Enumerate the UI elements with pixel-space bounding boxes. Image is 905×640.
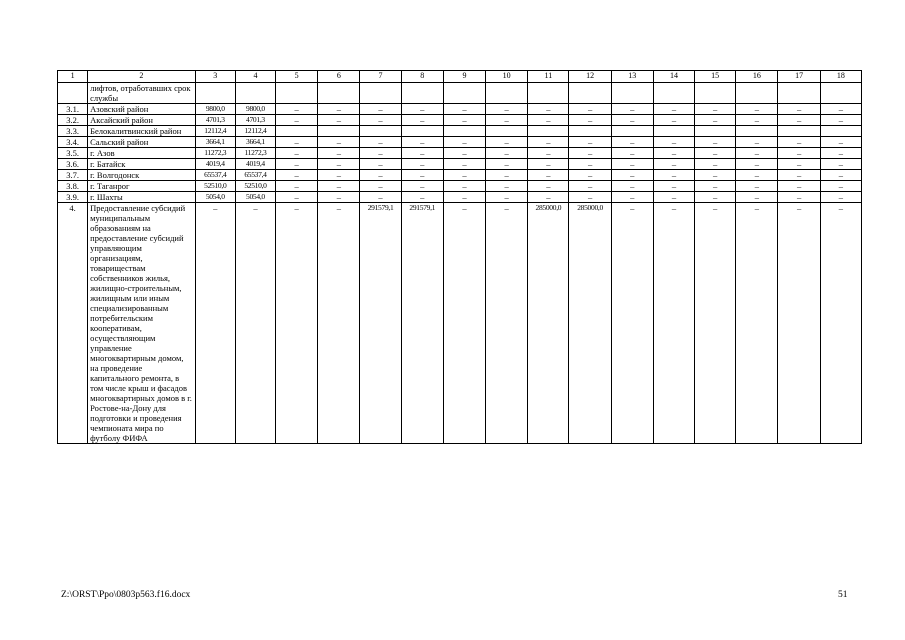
cell-value: – <box>443 159 485 170</box>
column-number: 14 <box>653 71 694 83</box>
cell-value: – <box>360 181 401 192</box>
cell-value: – <box>611 192 653 203</box>
cell-value <box>318 83 360 104</box>
row-name: г. Таганрог <box>88 181 196 192</box>
cell-value: – <box>569 159 611 170</box>
cell-value <box>820 83 861 104</box>
column-number: 1 <box>58 71 88 83</box>
cell-value: – <box>443 115 485 126</box>
cell-value: – <box>443 104 485 115</box>
cell-value <box>820 126 861 137</box>
cell-value: – <box>778 148 820 159</box>
cell-value: – <box>235 203 275 444</box>
column-number: 16 <box>736 71 778 83</box>
cell-value: – <box>401 192 443 203</box>
cell-value: – <box>528 104 569 115</box>
cell-value: – <box>443 181 485 192</box>
cell-value: – <box>653 104 694 115</box>
cell-value: – <box>528 115 569 126</box>
cell-value: – <box>611 104 653 115</box>
cell-value: – <box>695 203 736 444</box>
cell-value: – <box>653 181 694 192</box>
cell-value: – <box>486 115 528 126</box>
cell-value <box>528 126 569 137</box>
cell-value: 52510,0 <box>195 181 235 192</box>
row-number: 3.3. <box>58 126 88 137</box>
row-name: Азовский район <box>88 104 196 115</box>
cell-value: 4019,4 <box>235 159 275 170</box>
cell-value: – <box>778 137 820 148</box>
row-number: 3.1. <box>58 104 88 115</box>
cell-value: 9800,0 <box>195 104 235 115</box>
cell-value: – <box>695 137 736 148</box>
cell-value: – <box>276 115 318 126</box>
cell-value: – <box>486 159 528 170</box>
cell-value <box>611 126 653 137</box>
cell-value: 65537,4 <box>195 170 235 181</box>
cell-value: – <box>569 115 611 126</box>
row-number: 3.6. <box>58 159 88 170</box>
column-number: 12 <box>569 71 611 83</box>
table-row <box>58 148 862 159</box>
column-number: 15 <box>695 71 736 83</box>
cell-value: – <box>736 192 778 203</box>
cell-value: – <box>778 181 820 192</box>
cell-value: – <box>695 170 736 181</box>
table-row <box>58 115 862 126</box>
column-number: 11 <box>528 71 569 83</box>
cell-value: – <box>318 170 360 181</box>
cell-value: – <box>360 104 401 115</box>
cell-value: – <box>528 137 569 148</box>
cell-value: – <box>778 170 820 181</box>
cell-value <box>486 83 528 104</box>
cell-value: – <box>528 170 569 181</box>
cell-value: – <box>486 104 528 115</box>
cell-value: – <box>276 104 318 115</box>
cell-value: – <box>653 148 694 159</box>
cell-value: 9800,0 <box>235 104 275 115</box>
cell-value: – <box>820 137 861 148</box>
cell-value <box>401 83 443 104</box>
table-row <box>58 126 862 137</box>
page-number: 51 <box>838 590 848 600</box>
cell-value: – <box>820 115 861 126</box>
cell-value: – <box>611 181 653 192</box>
cell-value: – <box>611 203 653 444</box>
cell-value: – <box>736 115 778 126</box>
column-number: 7 <box>360 71 401 83</box>
cell-value <box>611 83 653 104</box>
cell-value: – <box>360 137 401 148</box>
cell-value: – <box>276 148 318 159</box>
cell-value: – <box>736 181 778 192</box>
cell-value <box>695 83 736 104</box>
column-number: 2 <box>88 71 196 83</box>
row-name: г. Волгодонск <box>88 170 196 181</box>
column-number: 6 <box>318 71 360 83</box>
table-row <box>58 83 862 104</box>
cell-value: 3664,1 <box>195 137 235 148</box>
row-number: 3.4. <box>58 137 88 148</box>
cell-value: – <box>695 115 736 126</box>
cell-value: – <box>695 148 736 159</box>
column-number: 10 <box>486 71 528 83</box>
cell-value: – <box>569 181 611 192</box>
cell-value: – <box>443 203 485 444</box>
cell-value: – <box>653 170 694 181</box>
column-number: 13 <box>611 71 653 83</box>
cell-value <box>360 126 401 137</box>
cell-value: – <box>611 148 653 159</box>
cell-value: 291579,1 <box>401 203 443 444</box>
cell-value: – <box>360 170 401 181</box>
cell-value: 12112,4 <box>195 126 235 137</box>
cell-value: – <box>443 148 485 159</box>
cell-value: 5054,0 <box>195 192 235 203</box>
cell-value: – <box>486 203 528 444</box>
cell-value: 52510,0 <box>235 181 275 192</box>
column-number: 17 <box>778 71 820 83</box>
cell-value: – <box>401 115 443 126</box>
row-name: лифтов, отработавших срок службы <box>88 83 196 104</box>
cell-value: – <box>401 104 443 115</box>
cell-value: – <box>443 137 485 148</box>
cell-value <box>235 83 275 104</box>
column-number: 8 <box>401 71 443 83</box>
cell-value: – <box>276 159 318 170</box>
row-number: 3.7. <box>58 170 88 181</box>
row-number <box>58 83 88 104</box>
cell-value: – <box>360 115 401 126</box>
cell-value: – <box>736 170 778 181</box>
cell-value: – <box>778 192 820 203</box>
cell-value: – <box>401 148 443 159</box>
cell-value: 12112,4 <box>235 126 275 137</box>
cell-value <box>401 126 443 137</box>
row-name: г. Азов <box>88 148 196 159</box>
cell-value: – <box>653 115 694 126</box>
row-name: г. Шахты <box>88 192 196 203</box>
cell-value: – <box>569 192 611 203</box>
cell-value <box>276 83 318 104</box>
cell-value: – <box>695 181 736 192</box>
cell-value <box>528 83 569 104</box>
cell-value: – <box>360 192 401 203</box>
cell-value: 11272,3 <box>195 148 235 159</box>
row-name: Сальский район <box>88 137 196 148</box>
cell-value: – <box>318 192 360 203</box>
row-name: Предоставление субсидий муниципальным образованиям на предоставление субсидий управляющим организациям, товариществам собственников жилья, жилищно-строительным, жилищным или иным специализированным потребительским кооперативам, осуществляющим управление многоквартирным домом, на проведение капитального ремонта, в том числе крыш и фасадов многоквартирных домов в г. Ростове-на-Дону для подготовки и проведения чемпионата мира по футболу ФИФА <box>88 203 196 444</box>
cell-value: – <box>195 203 235 444</box>
cell-value: – <box>528 192 569 203</box>
column-number: 9 <box>443 71 485 83</box>
cell-value: – <box>736 159 778 170</box>
cell-value: 11272,3 <box>235 148 275 159</box>
cell-value: – <box>318 203 360 444</box>
column-number-row <box>58 71 862 83</box>
cell-value: – <box>528 159 569 170</box>
table-row <box>58 104 862 115</box>
row-name: г. Батайск <box>88 159 196 170</box>
cell-value: 65537,4 <box>235 170 275 181</box>
table-row <box>58 192 862 203</box>
cell-value <box>736 83 778 104</box>
column-number: 3 <box>195 71 235 83</box>
cell-value <box>778 126 820 137</box>
row-number: 4. <box>58 203 88 444</box>
cell-value: – <box>276 181 318 192</box>
cell-value: – <box>569 104 611 115</box>
cell-value <box>195 83 235 104</box>
cell-value: 4701,3 <box>235 115 275 126</box>
cell-value <box>736 126 778 137</box>
cell-value: – <box>611 115 653 126</box>
cell-value: – <box>736 148 778 159</box>
cell-value: – <box>778 104 820 115</box>
cell-value: – <box>360 148 401 159</box>
cell-value: – <box>695 104 736 115</box>
cell-value: – <box>318 137 360 148</box>
cell-value: – <box>318 104 360 115</box>
cell-value: – <box>611 159 653 170</box>
cell-value: – <box>318 115 360 126</box>
cell-value: – <box>820 148 861 159</box>
cell-value <box>653 83 694 104</box>
cell-value: – <box>569 170 611 181</box>
cell-value: – <box>443 192 485 203</box>
cell-value <box>569 126 611 137</box>
cell-value: – <box>778 203 820 444</box>
cell-value: – <box>569 137 611 148</box>
cell-value: – <box>778 159 820 170</box>
cell-value: 5054,0 <box>235 192 275 203</box>
row-number: 3.8. <box>58 181 88 192</box>
cell-value: – <box>820 104 861 115</box>
cell-value: – <box>528 148 569 159</box>
row-number: 3.9. <box>58 192 88 203</box>
cell-value: – <box>486 170 528 181</box>
cell-value: – <box>276 192 318 203</box>
cell-value: 4019,4 <box>195 159 235 170</box>
cell-value: 291579,1 <box>360 203 401 444</box>
cell-value: – <box>820 159 861 170</box>
cell-value: 4701,3 <box>195 115 235 126</box>
cell-value: – <box>653 159 694 170</box>
cell-value <box>778 83 820 104</box>
cell-value: – <box>695 159 736 170</box>
cell-value: – <box>401 170 443 181</box>
cell-value <box>486 126 528 137</box>
table-row <box>58 137 862 148</box>
row-number: 3.2. <box>58 115 88 126</box>
cell-value: – <box>401 137 443 148</box>
cell-value: – <box>611 137 653 148</box>
row-number: 3.5. <box>58 148 88 159</box>
cell-value <box>360 83 401 104</box>
cell-value: 285000,0 <box>528 203 569 444</box>
cell-value <box>276 126 318 137</box>
cell-value: – <box>486 192 528 203</box>
cell-value <box>569 83 611 104</box>
cell-value: – <box>820 181 861 192</box>
cell-value: – <box>318 148 360 159</box>
cell-value <box>443 126 485 137</box>
column-number: 5 <box>276 71 318 83</box>
cell-value: – <box>443 170 485 181</box>
cell-value: – <box>820 170 861 181</box>
cell-value: – <box>695 192 736 203</box>
cell-value: – <box>401 159 443 170</box>
cell-value: 3664,1 <box>235 137 275 148</box>
footer-file-path: Z:\ORST\Ppo\0803p563.f16.docx <box>61 590 191 600</box>
cell-value: – <box>820 203 861 444</box>
cell-value: – <box>653 192 694 203</box>
cell-value: – <box>486 181 528 192</box>
cell-value: – <box>486 148 528 159</box>
cell-value <box>318 126 360 137</box>
cell-value: – <box>611 170 653 181</box>
cell-value <box>443 83 485 104</box>
cell-value: – <box>401 181 443 192</box>
cell-value: – <box>486 137 528 148</box>
row-name: Аксайский район <box>88 115 196 126</box>
column-number: 18 <box>820 71 861 83</box>
cell-value: – <box>653 203 694 444</box>
cell-value <box>695 126 736 137</box>
table-row <box>58 203 862 444</box>
cell-value: – <box>318 159 360 170</box>
row-name: Белокалитвинский район <box>88 126 196 137</box>
cell-value: – <box>276 137 318 148</box>
cell-value: – <box>736 203 778 444</box>
cell-value: – <box>360 159 401 170</box>
cell-value: – <box>820 192 861 203</box>
cell-value: – <box>736 137 778 148</box>
table-row <box>58 181 862 192</box>
cell-value: – <box>736 104 778 115</box>
cell-value: – <box>528 181 569 192</box>
cell-value: – <box>778 115 820 126</box>
table-row <box>58 159 862 170</box>
table-row <box>58 170 862 181</box>
cell-value: – <box>653 137 694 148</box>
cell-value: – <box>569 148 611 159</box>
budget-table <box>57 70 862 444</box>
column-number: 4 <box>235 71 275 83</box>
cell-value <box>653 126 694 137</box>
cell-value: – <box>318 181 360 192</box>
cell-value: – <box>276 170 318 181</box>
cell-value: 285000,0 <box>569 203 611 444</box>
cell-value: – <box>276 203 318 444</box>
